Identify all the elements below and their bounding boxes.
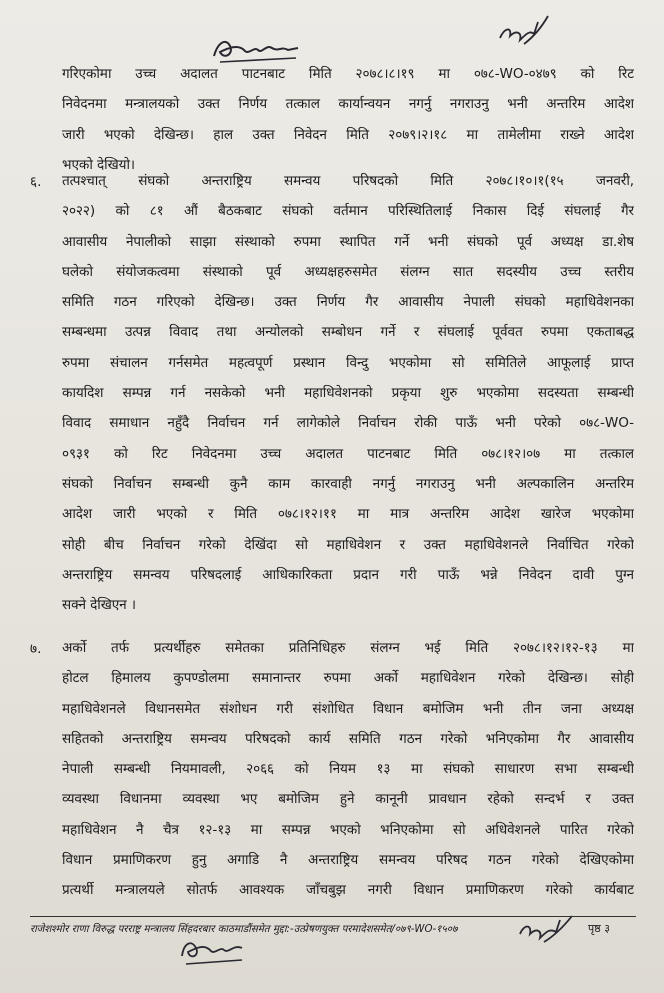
text-line: विवाद समाधान नहुँदै निर्वाचन गर्न लागेकोले निर्वाचन रोकी पाऊँ भनी परेको ०७८-WO- — [62, 415, 634, 432]
text-line: आवासीय नेपालीको साझा संस्थाको रुपमा स्थापित गर्ने भनी संघको पूर्व अध्यक्ष डा.शेष — [62, 233, 634, 250]
text-line: समिति गठन गरिएको देखिन्छ। उक्त निर्णय गैर आवासीय नेपाली संघको महाधिवेशनका — [62, 294, 634, 311]
text-line: सोही बीच निर्वाचन गरेको देखिंदा सो महाधिवेशन र उक्त महाधिवेशनले निर्वाचित गरेको — [62, 536, 634, 553]
paragraph-7 — [62, 633, 634, 906]
paragraph-number: ६. — [30, 174, 42, 190]
text-line: संघको निर्वाचन सम्बन्धी कुनै काम कारवाही नगर्नु नगराउनु भनी अल्पकालिन अन्तरिम — [62, 475, 634, 492]
paragraph-continued — [62, 59, 634, 180]
footer-case-title: राजेशश्मोर राणा विरुद्ध परराष्ट्र मन्त्रालय सिंहदरबार काठमाडौंसमेत मुद्दा:-उत्प्रेषणयुक्त परमादेशसमेत/०७९-WO-१५०७ — [30, 924, 458, 935]
text-line: निवेदनमा मन्त्रालयको उक्त निर्णय तत्काल कार्यान्वयन नगर्नु नगराउनु भनी अन्तरिम आदेश — [62, 96, 634, 113]
text-line: होटल हिमालय कुपण्डोलमा समानान्तर रुपमा अर्को महाधिवेशन गरेको देखिन्छ। सोही — [62, 670, 634, 687]
text-line: गरिएकोमा उच्च अदालत पाटनबाट मिति २०७८।८।१९ मा ०७८-WO-०४७९ को रिट — [62, 66, 634, 82]
text-line: सक्ने देखिएन । — [62, 597, 136, 614]
text-line: २०२२) को ८१ औं बैठकबाट संघको वर्तमान परिस्थितिलाई निकास दिई संघलाई गैर — [62, 203, 634, 220]
text-line: घलेको संयोजकत्वमा संस्थाको पूर्व अध्यक्षहरुसमेत संलग्न सात सदस्यीय उच्च स्तरीय — [62, 263, 634, 280]
text-line: तत्पश्चात् संघको अन्तराष्ट्रिय समन्वय परिषदको मिति २०७८।१०।१(१५ जनवरी, — [62, 173, 634, 189]
text-line: सम्बन्धमा उत्पन्न विवाद तथा अन्योलको सम्बोधन गर्ने र संघलाई पूर्ववत रुपमा एकताबद्ध — [62, 324, 634, 341]
paragraph-number: ७. — [30, 641, 42, 657]
text-line: नेपाली सम्बन्धी नियमावली, २०६६ को नियम १३ मा संघको साधारण सभा सम्बन्धी — [62, 761, 634, 778]
text-line: जारी भएको देखिन्छ। हाल उक्त निवेदन मिति २०७९।२।१८ मा तामेलीमा राख्ने आदेश — [62, 126, 634, 143]
text-line: भएको देखियो। — [62, 156, 135, 173]
paragraph-6 — [62, 166, 634, 620]
signature-bottom-right — [514, 912, 578, 948]
text-line: महाधिवेशन नै चैत्र १२-१३ मा सम्पन्न भएको भनिएकोमा सो अधिवेशनले पारित गरेको — [62, 821, 634, 838]
text-line: महाधिवेशनले विधानसमेत संशोधन गरी संशोधित विधान बमोजिम भनी तीन जना अध्यक्ष — [62, 700, 634, 717]
text-line: सहितको अन्तराष्ट्रिय समन्वय परिषदको कार्य समिति गठन गरेको भनिएकोमा गैर आवासीय — [62, 730, 634, 747]
text-line: विधान प्रमाणिकरण हुनु अगाडि नै अन्तराष्ट्रिय समन्वय परिषद गठन गरेको देखिएकोमा — [62, 852, 634, 869]
signature-bottom-left — [176, 934, 250, 970]
text-line: कायदिश सम्पन्न गर्न नसकेको भनी महाधिवेशनको प्रकृया शुरु भएकोमा सदस्यता सम्बन्धी — [62, 385, 634, 402]
footer-divider — [30, 916, 636, 917]
text-line: रुपमा संचालन गर्नसमेत महत्वपूर्ण प्रस्थान विन्दु भएकोमा सो समितिले आफूलाई प्राप्त — [62, 354, 634, 371]
text-line: ०९३१ को रिट निवेदनमा उच्च अदालत पाटनबाट मिति ०७८।१२।०७ मा तत्काल — [62, 445, 634, 462]
signature-top-right — [494, 8, 554, 54]
text-line: प्रत्यर्थी मन्त्रालयले सोतर्फ आवश्यक जाँचबुझ नगरी विधान प्रमाणिकरण गरेको कार्यबाट — [62, 882, 634, 899]
page-number: पृष्ठ ३ — [588, 922, 610, 935]
text-line: आदेश जारी भएको र मिति ०७८।१२।११ मा मात्र अन्तरिम आदेश खारेज भएकोमा — [62, 506, 634, 523]
text-line: अन्तराष्ट्रिय समन्वय परिषदलाई आधिकारिकता प्रदान गरी पाऊँ भन्ने निवेदन दावी पुग्न — [62, 566, 634, 583]
text-line: अर्को तर्फ प्रत्यर्थीहरु समेतका प्रतिनिधिहरु संलग्न भई मिति २०७८।१२।१२-१३ मा — [62, 640, 634, 656]
text-line: व्यवस्था विधानमा व्यवस्था भए बमोजिम हुने कानूनी प्रावधान रहेको सन्दर्भ र उक्त — [62, 791, 634, 808]
